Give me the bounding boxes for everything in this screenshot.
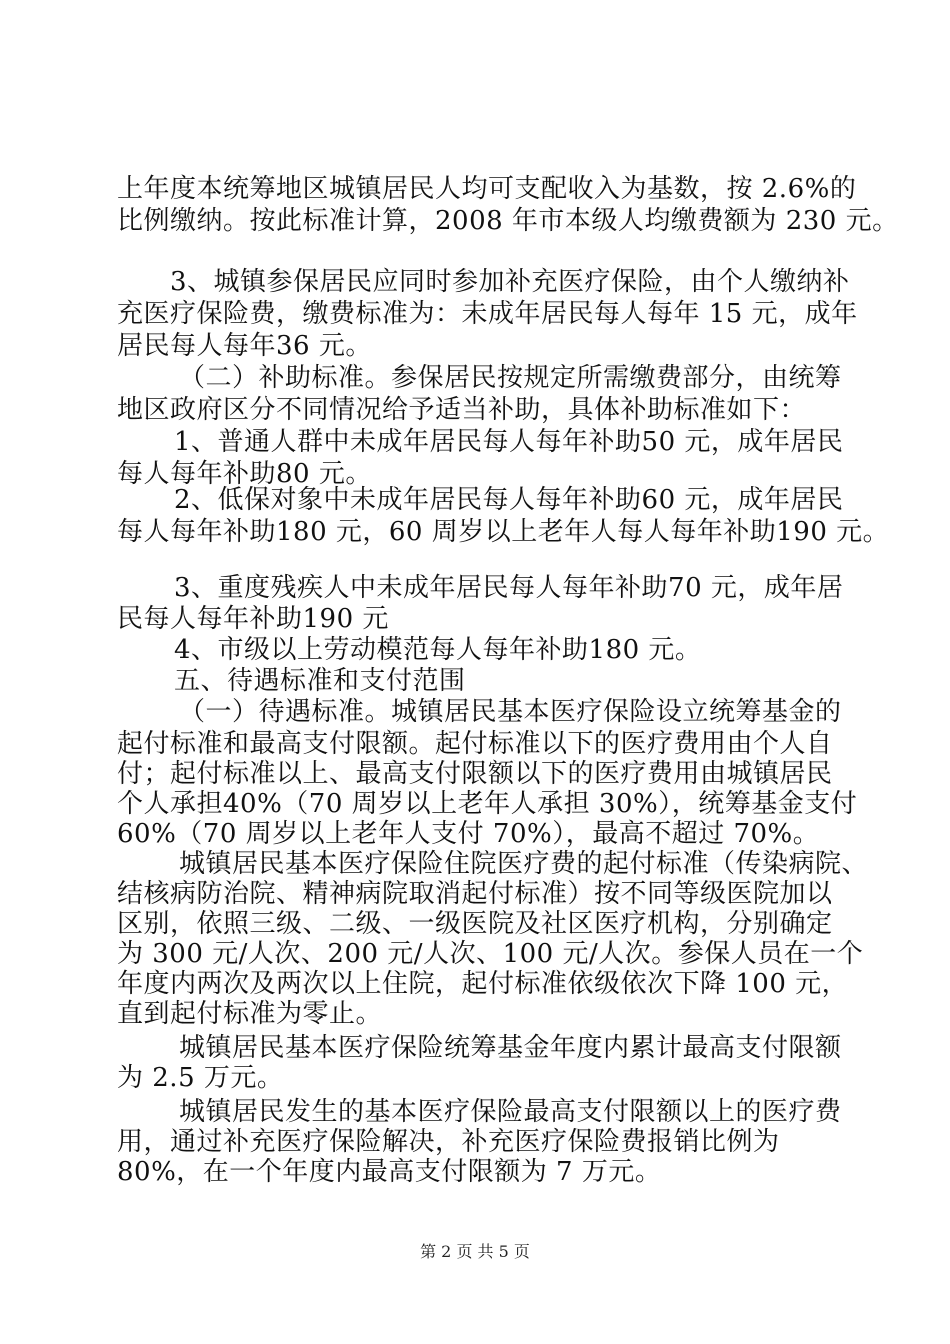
text-line: 年度内两次及两次以上住院，起付标准依级依次下降 100 元， bbox=[117, 969, 849, 999]
text-line: （二）补助标准。参保居民按规定所需缴费部分，由统筹 bbox=[179, 363, 842, 393]
section-heading: 五、待遇标准和支付范围 bbox=[174, 666, 466, 696]
text-line: 民每人每年补助190 元 bbox=[117, 604, 389, 634]
text-line: 3、重度残疾人中未成年居民每人每年补助70 元，成年居 bbox=[174, 573, 844, 603]
text-line: 为 2.5 万元。 bbox=[117, 1063, 284, 1093]
text-line: 80%，在一个年度内最高支付限额为 7 万元。 bbox=[117, 1157, 662, 1187]
text-line: 充医疗保险费，缴费标准为：未成年居民每人每年 15 元，成年 bbox=[117, 299, 858, 329]
text-line: 为 300 元/人次、200 元/人次、100 元/人次。参保人员在一个 bbox=[117, 939, 864, 969]
text-line: 付；起付标准以上、最高支付限额以下的医疗费用由城镇居民 bbox=[117, 759, 833, 789]
text-line: 城镇居民发生的基本医疗保险最高支付限额以上的医疗费 bbox=[179, 1097, 842, 1127]
text-line: 起付标准和最高支付限额。起付标准以下的医疗费用由个人自 bbox=[117, 729, 833, 759]
text-line: 城镇居民基本医疗保险统筹基金年度内累计最高支付限额 bbox=[179, 1033, 842, 1063]
text-line: 城镇居民基本医疗保险住院医疗费的起付标准（传染病院、 bbox=[179, 849, 869, 879]
text-line: 用，通过补充医疗保险解决，补充医疗保险费报销比例为 bbox=[117, 1127, 780, 1157]
page-number-footer: 第 2 页 共 5 页 bbox=[420, 1242, 530, 1261]
text-line: 直到起付标准为零止。 bbox=[117, 999, 383, 1029]
text-line: 每人每年补助80 元。 bbox=[117, 459, 372, 489]
text-line: 4、市级以上劳动模范每人每年补助180 元。 bbox=[174, 635, 702, 665]
text-line: 区别，依照三级、二级、一级医院及社区医疗机构，分别确定 bbox=[117, 909, 833, 939]
text-line: 2、低保对象中未成年居民每人每年补助60 元，成年居民 bbox=[174, 485, 844, 515]
text-line: 居民每人每年36 元。 bbox=[117, 331, 372, 361]
text-line: 60%（70 周岁以上老年人支付 70%），最高不超过 70%。 bbox=[117, 819, 820, 849]
text-line: 个人承担40%（70 周岁以上老年人承担 30%），统筹基金支付 bbox=[117, 789, 858, 819]
text-line: 3、城镇参保居民应同时参加补充医疗保险，由个人缴纳补 bbox=[170, 267, 850, 297]
text-line: 1、普通人群中未成年居民每人每年补助50 元，成年居民 bbox=[174, 427, 844, 457]
text-line: （一）待遇标准。城镇居民基本医疗保险设立统筹基金的 bbox=[179, 697, 842, 727]
text-line: 上年度本统筹地区城镇居民人均可支配收入为基数，按 2.6%的 bbox=[117, 174, 857, 204]
text-line: 结核病防治院、精神病院取消起付标准）按不同等级医院加以 bbox=[117, 879, 833, 909]
text-line: 地区政府区分不同情况给予适当补助，具体补助标准如下： bbox=[117, 395, 807, 425]
text-line: 比例缴纳。按此标准计算，2008 年市本级人均缴费额为 230 元。 bbox=[117, 206, 899, 236]
text-line: 每人每年补助180 元，60 周岁以上老年人每人每年补助190 元。 bbox=[117, 517, 890, 547]
